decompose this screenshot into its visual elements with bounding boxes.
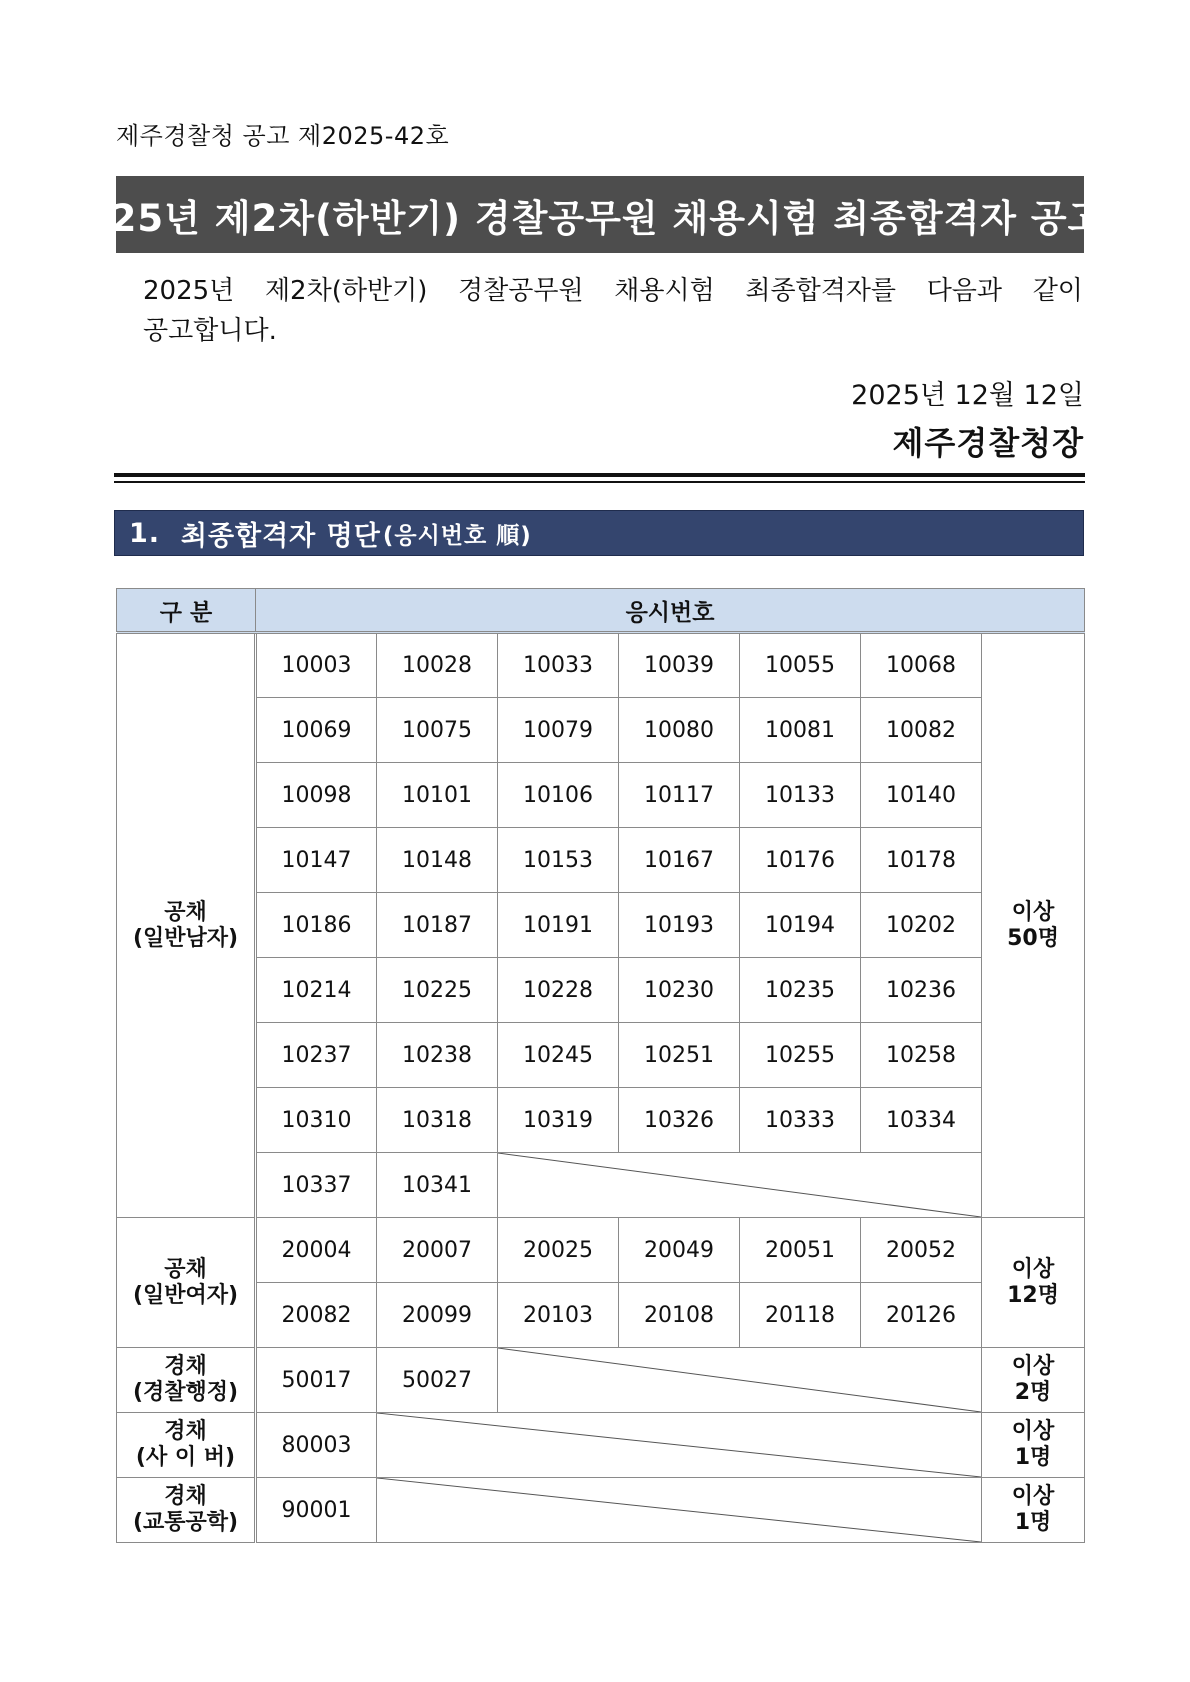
empty-slash-cell [377, 1413, 982, 1478]
diagonal-line [377, 1413, 981, 1477]
exam-number-cell: 10235 [740, 958, 861, 1023]
exam-number-cell: 10101 [377, 763, 498, 828]
exam-number-cell: 10055 [740, 633, 861, 698]
category-cell [117, 1413, 256, 1478]
passers-table [116, 588, 1085, 1543]
exam-number-cell: 10039 [619, 633, 740, 698]
exam-number-cell: 90001 [256, 1478, 377, 1543]
exam-number-cell: 80003 [256, 1413, 377, 1478]
exam-number-cell: 10098 [256, 763, 377, 828]
table-row [117, 1088, 1085, 1153]
exam-number-cell: 10202 [861, 893, 982, 958]
exam-number-cell: 10245 [498, 1023, 619, 1088]
exam-number-cell: 10236 [861, 958, 982, 1023]
divider-thick [114, 473, 1085, 477]
quota-cell [982, 1478, 1085, 1543]
exam-number-cell: 10258 [861, 1023, 982, 1088]
exam-number-cell: 10080 [619, 698, 740, 763]
exam-number-cell: 20118 [740, 1283, 861, 1348]
exam-number-cell: 10193 [619, 893, 740, 958]
exam-number-cell: 50027 [377, 1348, 498, 1413]
exam-number-cell: 10167 [619, 828, 740, 893]
category-sublabel: (일반남자) [132, 925, 239, 951]
exam-number-cell: 20103 [498, 1283, 619, 1348]
exam-number-cell: 10310 [256, 1088, 377, 1153]
section-number: 1. [129, 517, 161, 549]
quota-label: 이상 [1011, 899, 1055, 925]
header-category: 구 분 [117, 589, 256, 633]
table-row [117, 958, 1085, 1023]
quota-label: 이상 [1011, 1256, 1055, 1282]
intro-line-2: 공고합니다. [143, 316, 277, 346]
category-label: 경채 [164, 1354, 207, 1379]
exam-number-cell: 10251 [619, 1023, 740, 1088]
exam-number-cell: 10069 [256, 698, 377, 763]
table-row [117, 1283, 1085, 1348]
exam-number-cell: 20052 [861, 1218, 982, 1283]
category-cell [117, 1218, 256, 1348]
exam-number-cell: 20108 [619, 1283, 740, 1348]
category-sublabel: (교통공학) [132, 1510, 239, 1535]
exam-number-cell: 10153 [498, 828, 619, 893]
exam-number-cell: 20051 [740, 1218, 861, 1283]
exam-number-cell: 10140 [861, 763, 982, 828]
quota-cell [982, 1413, 1085, 1478]
section-heading [114, 510, 1084, 556]
exam-number-cell: 10255 [740, 1023, 861, 1088]
exam-number-cell: 10230 [619, 958, 740, 1023]
exam-number-cell: 10068 [861, 633, 982, 698]
intro-word: 경찰공무원 [458, 276, 584, 306]
table-row [117, 1023, 1085, 1088]
exam-number-cell: 10225 [377, 958, 498, 1023]
exam-number-cell: 20049 [619, 1218, 740, 1283]
exam-number-cell: 10178 [861, 828, 982, 893]
table-header-row [117, 589, 1085, 633]
intro-word: 2025년 [143, 276, 235, 306]
exam-number-cell: 10075 [377, 698, 498, 763]
quota-count: 50명 [1007, 925, 1059, 951]
category-label: 경채 [164, 1484, 207, 1509]
section-subtitle: (응시번호 順) [382, 522, 532, 549]
exam-number-cell: 10237 [256, 1023, 377, 1088]
exam-number-cell: 10341 [377, 1153, 498, 1218]
quota-count: 2명 [1014, 1380, 1052, 1405]
exam-number-cell: 10147 [256, 828, 377, 893]
table-row [117, 1153, 1085, 1218]
table-row [117, 633, 1085, 698]
quota-count: 1명 [1014, 1445, 1052, 1470]
category-label: 공채 [164, 1256, 207, 1282]
exam-number-cell: 10191 [498, 893, 619, 958]
quota-cell [982, 1348, 1085, 1413]
table-row [117, 893, 1085, 958]
empty-slash-cell [498, 1348, 982, 1413]
table-row [117, 828, 1085, 893]
empty-slash-cell [377, 1478, 982, 1543]
category-cell [117, 633, 256, 1218]
announcement-date: 2025년 12월 12일 [851, 380, 1084, 411]
empty-slash-cell [498, 1153, 982, 1218]
diagonal-line [377, 1478, 981, 1542]
quota-cell [982, 633, 1085, 1218]
intro-word: 제2차(하반기) [264, 276, 428, 306]
exam-number-cell: 10176 [740, 828, 861, 893]
quota-label: 이상 [1011, 1354, 1055, 1379]
diagonal-line [498, 1348, 981, 1412]
exam-number-cell: 20004 [256, 1218, 377, 1283]
exam-number-cell: 10318 [377, 1088, 498, 1153]
category-cell [117, 1348, 256, 1413]
category-cell [117, 1478, 256, 1543]
quota-count: 12명 [1007, 1282, 1059, 1308]
divider-thin [114, 481, 1085, 483]
exam-number-cell: 10082 [861, 698, 982, 763]
category-sublabel: (사 이 버) [135, 1445, 236, 1470]
exam-number-cell: 10148 [377, 828, 498, 893]
intro-word: 채용시험 [614, 276, 715, 306]
category-sublabel: (일반여자) [132, 1282, 239, 1308]
intro-word: 같이 [1032, 276, 1083, 306]
quota-count: 1명 [1014, 1510, 1052, 1535]
intro-word: 최종합격자를 [745, 276, 897, 306]
exam-number-cell: 10187 [377, 893, 498, 958]
intro-line-1 [143, 271, 1083, 311]
table-row [117, 1478, 1085, 1543]
exam-number-cell: 50017 [256, 1348, 377, 1413]
exam-number-cell: 10186 [256, 893, 377, 958]
announcement-title: ’25년 제2차(하반기) 경찰공무원 채용시험 최종합격자 공고 [116, 176, 1084, 253]
exam-number-cell: 10079 [498, 698, 619, 763]
exam-number-cell: 10081 [740, 698, 861, 763]
exam-number-cell: 20007 [377, 1218, 498, 1283]
notice-number: 제주경찰청 공고 제2025-42호 [116, 122, 450, 150]
exam-number-cell: 10003 [256, 633, 377, 698]
exam-number-cell: 10028 [377, 633, 498, 698]
exam-number-cell: 20126 [861, 1283, 982, 1348]
exam-number-cell: 10106 [498, 763, 619, 828]
table-row [117, 1218, 1085, 1283]
table-row [117, 1413, 1085, 1478]
exam-number-cell: 20099 [377, 1283, 498, 1348]
category-sublabel: (경찰행정) [132, 1380, 239, 1405]
exam-number-cell: 10033 [498, 633, 619, 698]
exam-number-cell: 20025 [498, 1218, 619, 1283]
exam-number-cell: 10228 [498, 958, 619, 1023]
exam-number-cell: 10319 [498, 1088, 619, 1153]
quota-cell [982, 1218, 1085, 1348]
exam-number-cell: 20082 [256, 1283, 377, 1348]
header-exam-numbers: 응시번호 [256, 589, 1085, 633]
exam-number-cell: 10333 [740, 1088, 861, 1153]
intro-word: 다음과 [926, 276, 1003, 306]
quota-label: 이상 [1011, 1484, 1055, 1509]
signer: 제주경찰청장 [892, 424, 1084, 462]
category-label: 공채 [164, 899, 207, 925]
table-row [117, 698, 1085, 763]
category-label: 경채 [164, 1419, 207, 1444]
exam-number-cell: 10238 [377, 1023, 498, 1088]
exam-number-cell: 10133 [740, 763, 861, 828]
section-title: 최종합격자 명단 [180, 520, 381, 552]
exam-number-cell: 10117 [619, 763, 740, 828]
table-row [117, 1348, 1085, 1413]
exam-number-cell: 10326 [619, 1088, 740, 1153]
diagonal-line [498, 1153, 981, 1217]
exam-number-cell: 10214 [256, 958, 377, 1023]
intro-paragraph [143, 271, 1083, 351]
exam-number-cell: 10337 [256, 1153, 377, 1218]
exam-number-cell: 10194 [740, 893, 861, 958]
exam-number-cell: 10334 [861, 1088, 982, 1153]
quota-label: 이상 [1011, 1419, 1055, 1444]
table-row [117, 763, 1085, 828]
